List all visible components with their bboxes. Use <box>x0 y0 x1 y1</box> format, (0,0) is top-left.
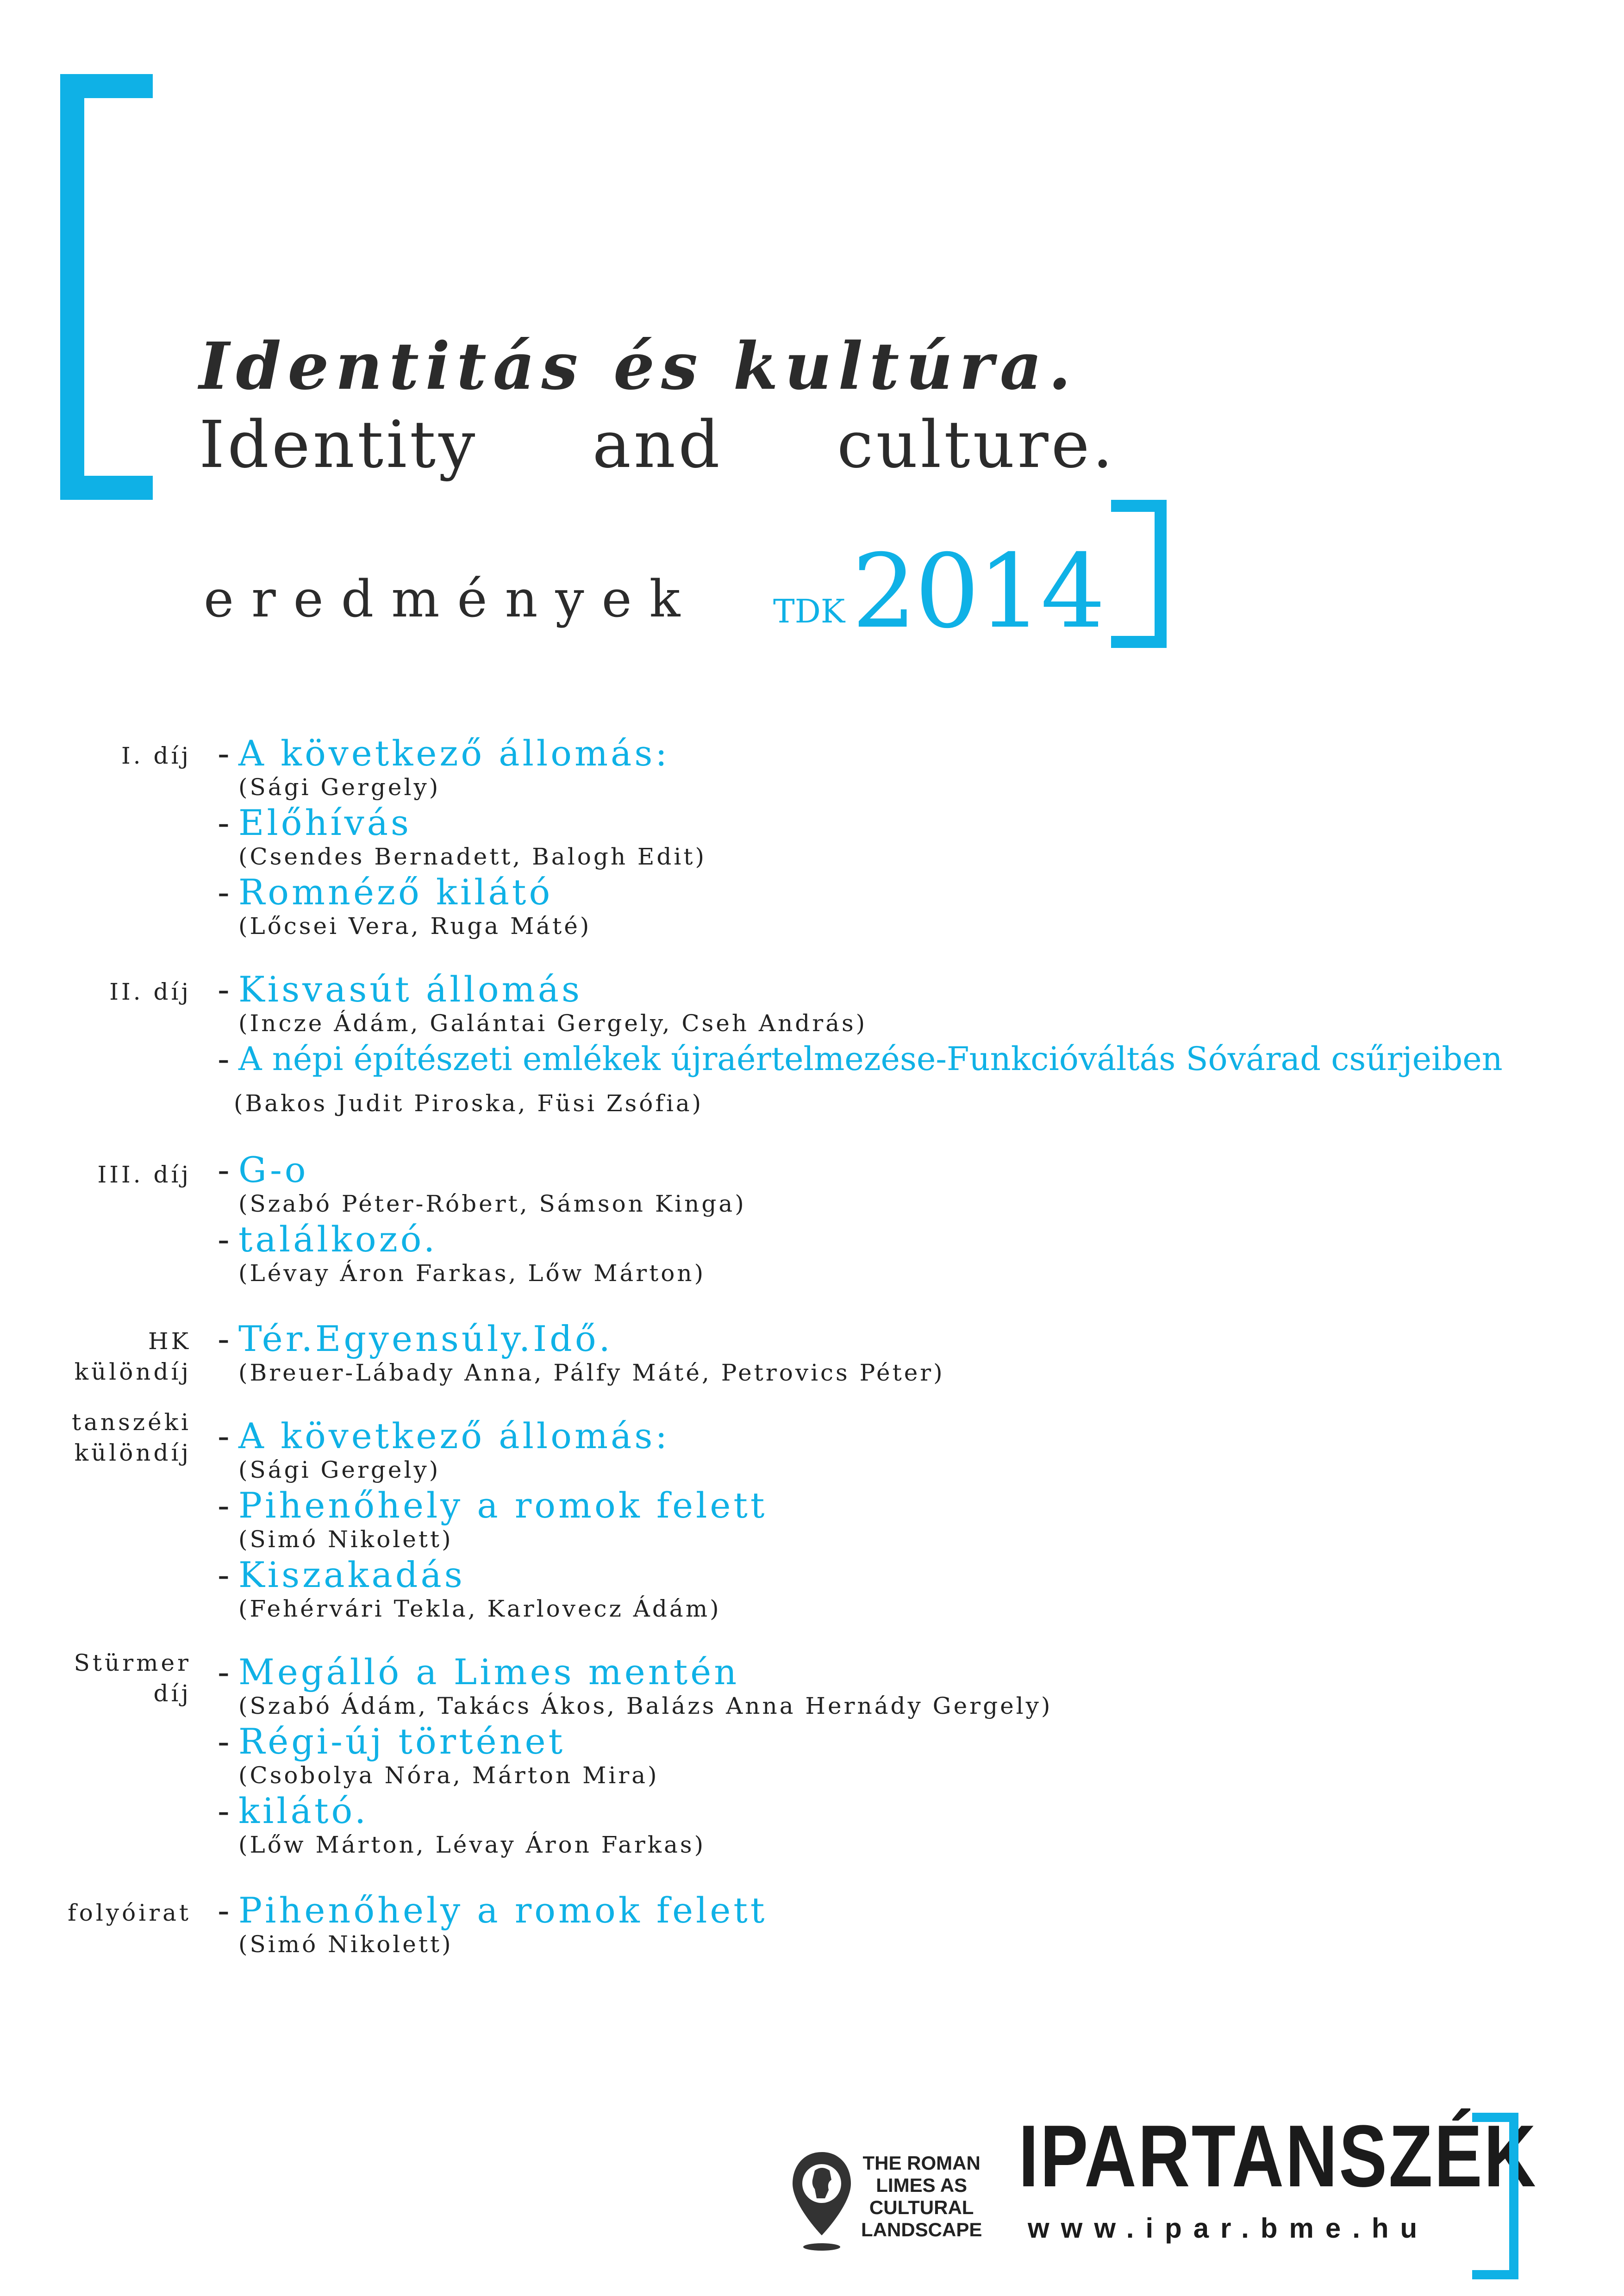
project-title: találkozó. <box>238 1219 438 1260</box>
project-title: Kiszakadás <box>238 1554 465 1595</box>
project-title: Előhívás <box>238 802 412 843</box>
project-title: Kisvasút állomás <box>238 969 583 1010</box>
title-english-word: and <box>592 407 723 483</box>
project-title: Megálló a Limes mentén <box>238 1651 740 1692</box>
project-authors: (Fehérvári Tekla, Karlovecz Ádám) <box>238 1595 721 1622</box>
entry-dash: - <box>218 1485 230 1526</box>
entry-dash: - <box>218 1038 230 1079</box>
project-authors: (Sági Gergely) <box>238 1456 441 1483</box>
project-title: kilátó. <box>238 1790 369 1831</box>
subtitle: eredmények <box>204 569 698 628</box>
entry-dash: - <box>218 1219 230 1260</box>
category-label: tanszéki különdíj <box>72 1409 191 1466</box>
project-title: A népi építészeti emlékek újraértelmezése-Funkcióváltás Sóvárad csűrjeiben <box>238 1040 1503 1078</box>
tdk-label: TDK <box>773 592 845 630</box>
title-hungarian: Identitás és kultúra. <box>199 329 1078 404</box>
project-title: Régi-új történet <box>238 1721 566 1762</box>
project-authors: (Csendes Bernadett, Balogh Edit) <box>238 843 707 870</box>
project-authors: (Lévay Áron Farkas, Lőw Márton) <box>238 1260 706 1287</box>
project-title: G-o <box>238 1149 309 1190</box>
logo-line: LANDSCAPE <box>861 2219 982 2240</box>
ipartanszek-logo: IPARTANSZÉK <box>1018 2107 1537 2205</box>
logo-line: LIMES AS <box>876 2174 968 2196</box>
project-title: Tér.Egyensúly.Idő. <box>238 1318 613 1359</box>
entry-dash: - <box>218 802 230 843</box>
entry-dash: - <box>218 1554 230 1595</box>
category-label: II. díj <box>109 978 191 1005</box>
category-label: folyóirat <box>68 1899 191 1926</box>
location-marker-icon <box>787 2147 856 2254</box>
project-authors: (Lőw Márton, Lévay Áron Farkas) <box>238 1831 706 1858</box>
category-label: HK különdíj <box>74 1328 191 1385</box>
project-authors: (Simó Nikolett) <box>238 1931 453 1958</box>
right-bracket-decoration <box>1111 500 1167 648</box>
project-authors: (Incze Ádám, Galántai Gergely, Cseh András) <box>238 1010 868 1037</box>
entry-dash: - <box>218 733 230 774</box>
project-authors: (Szabó Péter-Róbert, Sámson Kinga) <box>238 1190 746 1217</box>
entry-dash: - <box>218 871 230 913</box>
title-english <box>199 407 1116 483</box>
project-authors: (Bakos Judit Piroska, Füsi Zsófia) <box>234 1090 704 1117</box>
year: 2014 <box>852 532 1104 651</box>
entry-dash: - <box>218 1890 230 1931</box>
project-authors: (Simó Nikolett) <box>238 1526 453 1553</box>
entry-dash: - <box>218 1415 230 1456</box>
project-title: Pihenőhely a romok felett <box>238 1485 768 1526</box>
project-authors: (Lőcsei Vera, Ruga Máté) <box>238 913 592 940</box>
project-authors: (Szabó Ádám, Takács Ákos, Balázs Anna Hernády Gergely) <box>238 1692 1053 1719</box>
project-authors: (Sági Gergely) <box>238 774 441 801</box>
left-bracket-decoration <box>60 74 153 500</box>
project-title: A következő állomás: <box>238 733 670 774</box>
project-title: Pihenőhely a romok felett <box>238 1890 768 1931</box>
project-title: Romnéző kilátó <box>238 871 553 913</box>
project-title: A következő állomás: <box>238 1415 670 1456</box>
roman-limes-logo-text <box>861 2152 982 2241</box>
entry-dash: - <box>218 969 230 1010</box>
logo-line: THE ROMAN <box>862 2152 981 2174</box>
website-url: www.ipar.bme.hu <box>1028 2213 1429 2244</box>
title-english-word: Identity <box>199 407 478 483</box>
logo-bracket-decoration <box>1472 2113 1518 2279</box>
entry-dash: - <box>218 1149 230 1190</box>
category-label: III. díj <box>97 1161 191 1188</box>
entry-dash: - <box>218 1651 230 1692</box>
entry-dash: - <box>218 1790 230 1831</box>
category-label: Stürmer díj <box>74 1649 191 1707</box>
project-authors: (Csobolya Nóra, Márton Mira) <box>238 1762 659 1789</box>
logo-line: CULTURAL <box>869 2196 974 2218</box>
project-authors: (Breuer-Lábady Anna, Pálfy Máté, Petrovics Péter) <box>238 1359 945 1386</box>
entry-dash: - <box>218 1318 230 1359</box>
entry-dash: - <box>218 1721 230 1762</box>
category-label: I. díj <box>121 742 191 769</box>
title-english-word: culture. <box>837 407 1116 483</box>
